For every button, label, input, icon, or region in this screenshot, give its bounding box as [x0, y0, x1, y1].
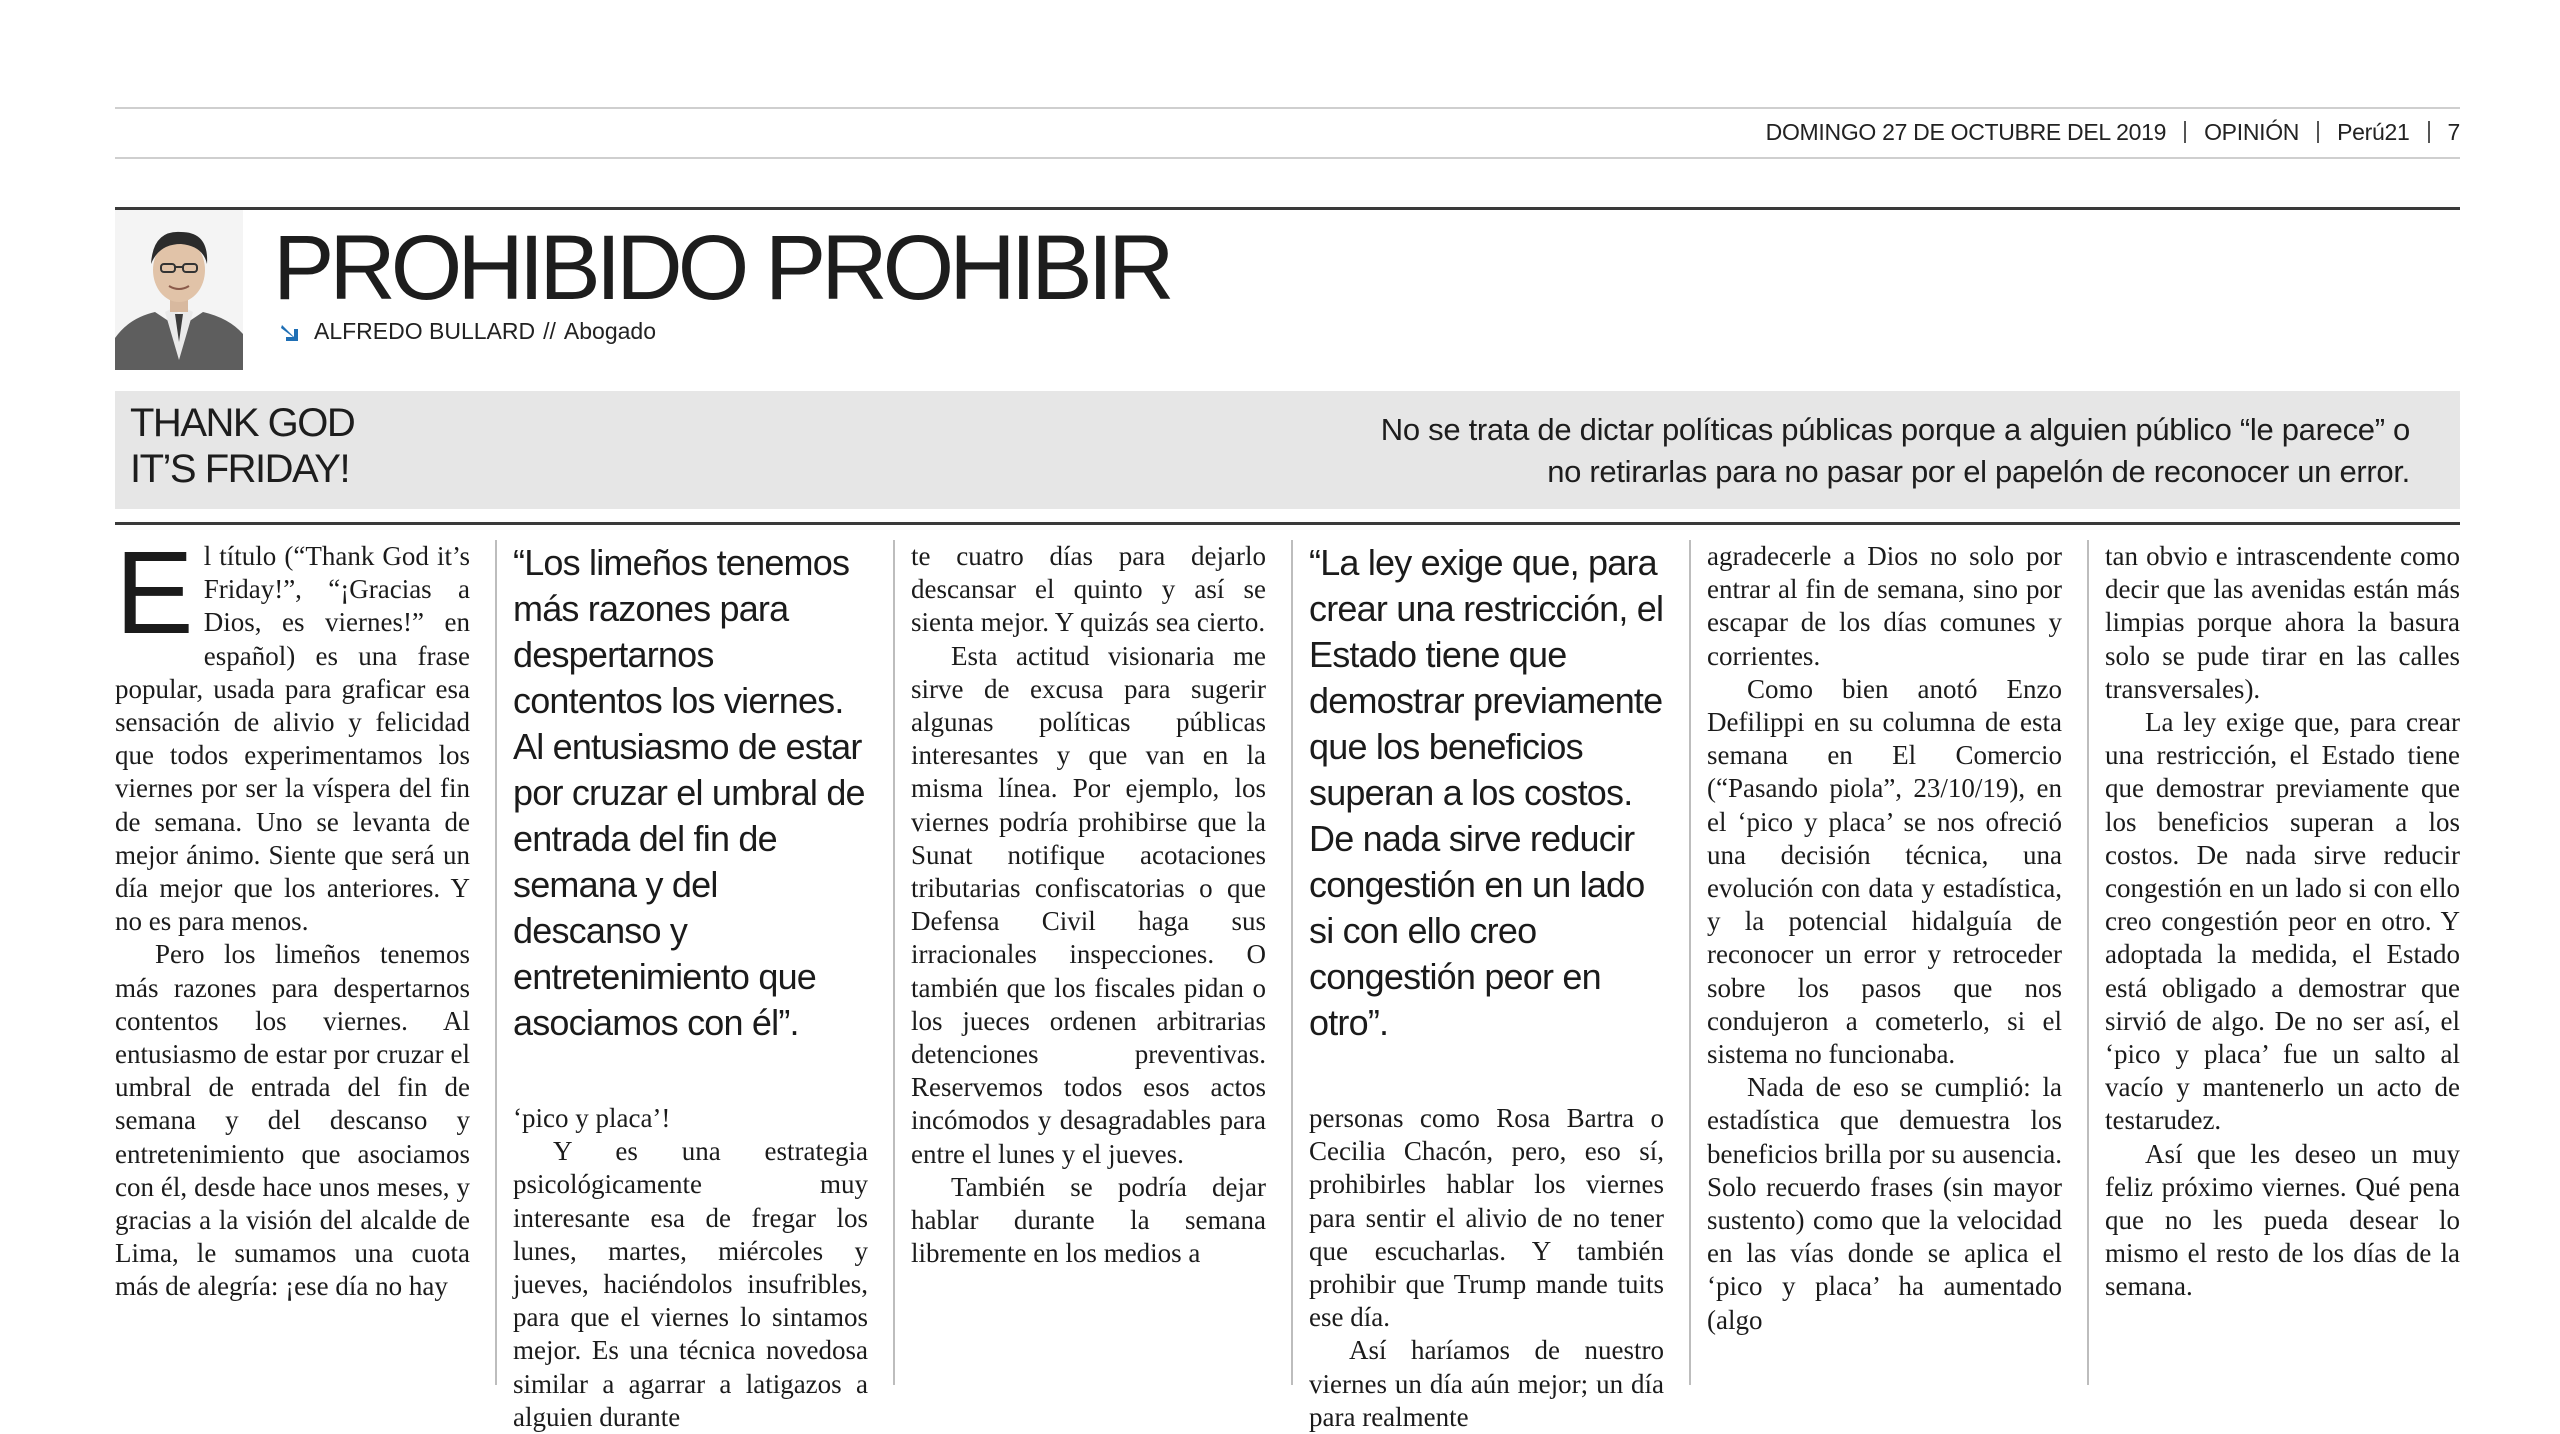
paragraph-text: l título (“Thank God it’s Friday!”, “¡Gracias a Dios, es viernes!” en español) es una frase popular, usada para graficar esa sensación de alivio y felicidad que todos experimentamos los viernes por ser la víspera del fin de semana. Uno se levanta de mejor ánimo. Siente que será un día mejor que los anteriores. Y no es para menos. [115, 541, 470, 937]
folio-rule [115, 157, 2460, 159]
paragraph: También se podría dejar hablar durante la semana libremente en los medios a [911, 1171, 1266, 1269]
paragraph: Nada de eso se cumplió: la estadística que demuestra los beneficios brilla por su ausencia. Solo recuerdo frases (sin mayor sustento) como que la velocidad en las vías donde se aplica el ‘pico y placa’ ha aumentado (algo [1707, 1072, 2062, 1335]
column-6 [2105, 540, 2460, 1380]
folio-date: DOMINGO 27 DE OCTUBRE DEL 2019 [1765, 118, 2167, 145]
author-photo [115, 210, 243, 370]
byline-role: Abogado [563, 318, 656, 344]
paragraph: agradecerle a Dios no solo por entrar al fin de semana, sino por escapar de los días comunes y corrientes. [1707, 541, 2062, 671]
folio-section: OPINIÓN [2204, 118, 2300, 145]
column-divider [893, 540, 895, 1385]
body-rule [115, 522, 2460, 525]
top-rule [115, 107, 2460, 109]
headline: PROHIBIDO PROHIBIR [273, 217, 1170, 319]
paragraph: tan obvio e intrascendente como decir que las avenidas están más limpias porque ahora la basura solo se pude tirar en las calles transversales). [2105, 541, 2460, 704]
column-2 [513, 540, 868, 1432]
paragraph [115, 527, 470, 938]
column-4 [1309, 540, 1664, 1432]
pull-quote: “La ley exige que, para crear una restricción, el Estado tiene que demostrar previamente que los beneficios superan a los costos. De nada sirve reducir congestión en un lado si con ello creo congestión peor en otro”. [1309, 542, 1664, 1043]
folio-publication: Perú21 [2337, 118, 2410, 145]
folio-separator [2317, 121, 2319, 143]
column-divider [1689, 540, 1691, 1385]
paragraph: ‘pico y placa’! [513, 1103, 671, 1133]
column-divider [1291, 540, 1293, 1385]
paragraph: Esta actitud visionaria me sirve de excusa para sugerir algunas políticas públicas interesantes y que van en la misma línea. Por ejemplo, los viernes podría prohibirse que la Sunat notifique acotaciones tributarias confiscatorias o que Defensa Civil haga sus irracionales inspecciones. O también que los fiscales pidan o los jueces ordenen arbitrarias detenciones preventivas. Reservemos todos esos actos incómodos y desagradables para entre el lunes y el jueves. [911, 640, 1266, 1169]
byline-separator: // [543, 318, 556, 344]
column-divider [495, 540, 497, 1385]
pull-quote: “Los limeños tenemos más razones para despertarnos contentos los viernes. Al entusiasmo de estar por cruzar el umbral de entrada del fin de semana y del descanso y entretenimiento que asociamos con él”. [513, 542, 865, 1043]
header-rule [115, 207, 2460, 210]
summary-line: no retirarlas para no pasar por el papelón de reconocer un error. [1547, 454, 2410, 489]
kicker-line: THANK GOD [130, 401, 355, 445]
arrow-down-right-icon [278, 319, 304, 345]
drop-cap: E [115, 527, 194, 659]
paragraph: La ley exige que, para crear una restricción, el Estado tiene que demostrar previamente que los beneficios superan a los costos. De nada sirve reducir congestión en un lado si con ello creo congestión peor en otro. Y adoptada la medida, el Estado está obligado a demostrar que sirvió de algo. De no ser así, el ‘pico y placa’ fue un salto al vacío y mantenerlo un acto de testarudez. [2105, 707, 2460, 1136]
column-5 [1707, 540, 2062, 1380]
paragraph: Y es una estrategia psicológicamente muy interesante esa de fregar los lunes, martes, miércoles y jueves, haciéndolos insufribles, para que el viernes lo sintamos mejor. Es una técnica novedosa similar a agarrar a latigazos a alguien durante [513, 1136, 868, 1432]
kicker-line: IT’S FRIDAY! [130, 447, 350, 491]
byline [278, 318, 656, 345]
summary-line: No se trata de dictar políticas públicas porque a alguien público “le parece” o [1380, 412, 2410, 447]
paragraph: te cuatro días para dejarlo descansar el quinto y así se sienta mejor. Y quizás sea cierto. [911, 541, 1266, 638]
paragraph: Pero los limeños tenemos más razones para despertarnos contentos los viernes. Al entusiasmo de estar por cruzar el umbral de entrada del fin de semana y del descanso y entretenimiento que asociamos con él, desde hace unos meses, y gracias a la visión del alcalde de Lima, le sumamos una cuota más de alegría: ¡ese día no hay [115, 939, 470, 1302]
kicker [130, 400, 354, 492]
folio-separator [2184, 121, 2186, 143]
paragraph: personas como Rosa Bartra o Cecilia Chacón, pero, eso sí, prohibirles hablar los viernes para sentir el alivio de no tener que escucharlas. Y también prohibir que Trump mande tuits ese día. [1309, 1103, 1664, 1333]
folio [1766, 114, 2460, 150]
summary [1210, 409, 2410, 493]
folio-page-number: 7 [2447, 118, 2460, 145]
paragraph: Así haríamos de nuestro viernes un día aún mejor; un día para realmente [1309, 1335, 1664, 1432]
column-3 [911, 540, 1266, 1380]
column-divider [2087, 540, 2089, 1385]
column-1 [115, 527, 470, 1380]
paragraph: Como bien anotó Enzo Defilippi en su columna de esta semana en El Comercio (“Pasando piola”, 23/10/19), en el ‘pico y placa’ se nos ofreció una decisión técnica, una evolución con data y estadística, y la potencial hidalguía de reconocer un error y retroceder sobre los pasos que nos condujeron a cometerlo, si el sistema no funcionaba. [1707, 673, 2062, 1070]
author-portrait-icon [115, 210, 243, 370]
folio-separator [2428, 121, 2430, 143]
byline-author: ALFREDO BULLARD [314, 318, 536, 344]
paragraph: Así que les deseo un muy feliz próximo viernes. Qué pena que no les pueda desear lo mismo el resto de los días de la semana. [2105, 1138, 2460, 1302]
